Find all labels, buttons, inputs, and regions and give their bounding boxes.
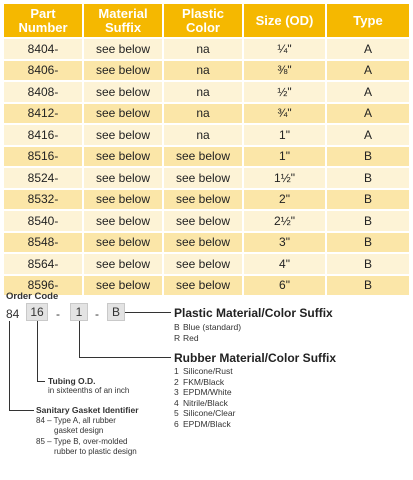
tubing-connector-horizontal [37,381,45,382]
part-number-cell: 8416- [4,124,83,146]
part-number-cell: 8596- [4,275,83,296]
header-size-od: Size (OD) [243,4,326,38]
part-number-cell: 8408- [4,81,83,103]
rubber-legend-item [174,387,232,397]
part-number-cell: 8540- [4,210,83,232]
size-od-cell: 2½" [243,210,326,232]
plastic-color-cell: see below [163,232,243,254]
rubber-legend-item-label: Silicone/Rust [183,366,233,376]
size-od-cell: ¾" [243,103,326,125]
size-od-cell: ¼" [243,38,326,60]
plastic-color-cell: see below [163,146,243,168]
rubber-legend-item [174,398,228,408]
plastic-color-cell: na [163,124,243,146]
part-number-cell: 8524- [4,167,83,189]
plastic-legend-item-label: Blue (standard) [183,322,242,332]
size-od-cell: ½" [243,81,326,103]
type-cell: A [326,124,409,146]
code-size-box: 16 [26,303,48,321]
size-od-cell: 4" [243,253,326,275]
material-suffix-cell: see below [83,103,163,125]
rubber-legend-item-label: FKM/Black [183,376,225,387]
table-row [4,275,409,296]
material-suffix-cell: see below [83,124,163,146]
part-number-cell: 8564- [4,253,83,275]
size-od-cell: 6" [243,275,326,296]
rubber-connector-horizontal [79,357,171,358]
part-number-cell: 8548- [4,232,83,254]
material-suffix-cell: see below [83,275,163,296]
material-suffix-cell: see below [83,81,163,103]
type-cell: A [326,81,409,103]
gasket-line-2: gasket design [54,426,104,435]
table-row [4,232,409,254]
table-body [4,38,409,295]
table-row [4,60,409,82]
plastic-color-cell: see below [163,275,243,296]
part-spec-table [4,4,409,295]
header-part-number: Part Number [4,4,83,38]
plastic-legend-item-label: Red [183,333,199,343]
material-suffix-cell: see below [83,38,163,60]
rubber-legend-item-label: EPDM/White [183,387,232,397]
header-type: Type [326,4,409,38]
table-row [4,253,409,275]
code-dash-2: - [95,307,99,321]
material-suffix-cell: see below [83,167,163,189]
material-suffix-cell: see below [83,253,163,275]
size-od-cell: 1" [243,124,326,146]
rubber-legend-item-label: Nitrile/Black [183,397,228,408]
rubber-legend-item-code: 2 [174,376,179,387]
code-plastic-box: B [107,303,125,321]
material-suffix-cell: see below [83,189,163,211]
plastic-color-cell: na [163,38,243,60]
size-od-cell: ⅜" [243,60,326,82]
rubber-legend-item [174,377,224,387]
table-row [4,38,409,60]
table-header-row [4,4,409,38]
plastic-legend-item-code: B [174,322,180,332]
rubber-legend-item-code: 1 [174,366,179,376]
table-row [4,103,409,125]
header-plastic-color: Plastic Color [163,4,243,38]
type-cell: B [326,146,409,168]
table-row [4,81,409,103]
gasket-connector-vertical [9,321,10,410]
part-number-cell: 8404- [4,38,83,60]
code-prefix: 84 [6,307,20,321]
rubber-legend-item-code: 3 [174,387,179,397]
rubber-connector-vertical [79,321,80,357]
part-number-cell: 8516- [4,146,83,168]
plastic-legend-item [174,333,199,343]
table-row [4,210,409,232]
material-suffix-cell: see below [83,60,163,82]
table-row [4,146,409,168]
rubber-legend-item [174,408,235,418]
part-number-cell: 8406- [4,60,83,82]
rubber-legend-item-code: 6 [174,418,179,429]
code-rubber-box: 1 [70,303,88,321]
plastic-legend-item [174,322,241,332]
type-cell: A [326,103,409,125]
size-od-cell: 3" [243,232,326,254]
size-od-cell: 2" [243,189,326,211]
order-code-title: Order Code [6,291,59,302]
plastic-legend-item-code: R [174,333,181,343]
gasket-line-1: 84 – Type A, all rubber [36,416,116,425]
size-od-cell: 1½" [243,167,326,189]
tubing-description: in sixteenths of an inch [48,386,130,395]
rubber-legend-item-code: 4 [174,397,179,408]
gasket-line-3: 85 – Type B, over-molded [36,437,128,446]
tubing-connector-vertical [37,321,38,381]
type-cell: B [326,189,409,211]
plastic-legend-title: Plastic Material/Color Suffix [174,306,333,320]
type-cell: B [326,210,409,232]
gasket-connector-horizontal [9,410,34,411]
rubber-legend-item-label: Silicone/Clear [183,408,236,418]
type-cell: A [326,60,409,82]
rubber-legend-item [174,366,233,376]
part-number-cell: 8532- [4,189,83,211]
type-cell: B [326,275,409,296]
type-cell: B [326,232,409,254]
plastic-color-cell: na [163,103,243,125]
material-suffix-cell: see below [83,146,163,168]
rubber-legend-item-label: EPDM/Black [183,418,231,429]
rubber-legend-title: Rubber Material/Color Suffix [174,351,337,365]
table-row [4,124,409,146]
code-dash-1: - [56,307,60,321]
table-row [4,189,409,211]
type-cell: B [326,253,409,275]
plastic-color-cell: na [163,60,243,82]
material-suffix-cell: see below [83,232,163,254]
plastic-color-cell: see below [163,167,243,189]
header-material-suffix: Material Suffix [83,4,163,38]
part-number-cell: 8412- [4,103,83,125]
rubber-legend-item [174,419,231,429]
rubber-legend-item-code: 5 [174,408,179,418]
plastic-color-cell: see below [163,253,243,275]
table-row [4,167,409,189]
type-cell: B [326,167,409,189]
type-cell: A [326,38,409,60]
plastic-color-cell: see below [163,210,243,232]
plastic-color-cell: see below [163,189,243,211]
size-od-cell: 1" [243,146,326,168]
plastic-color-cell: na [163,81,243,103]
tubing-title: Tubing O.D. [48,376,96,386]
plastic-connector-line [125,312,171,313]
gasket-line-4: rubber to plastic design [54,447,137,456]
gasket-title: Sanitary Gasket Identifier [36,405,139,415]
material-suffix-cell: see below [83,210,163,232]
